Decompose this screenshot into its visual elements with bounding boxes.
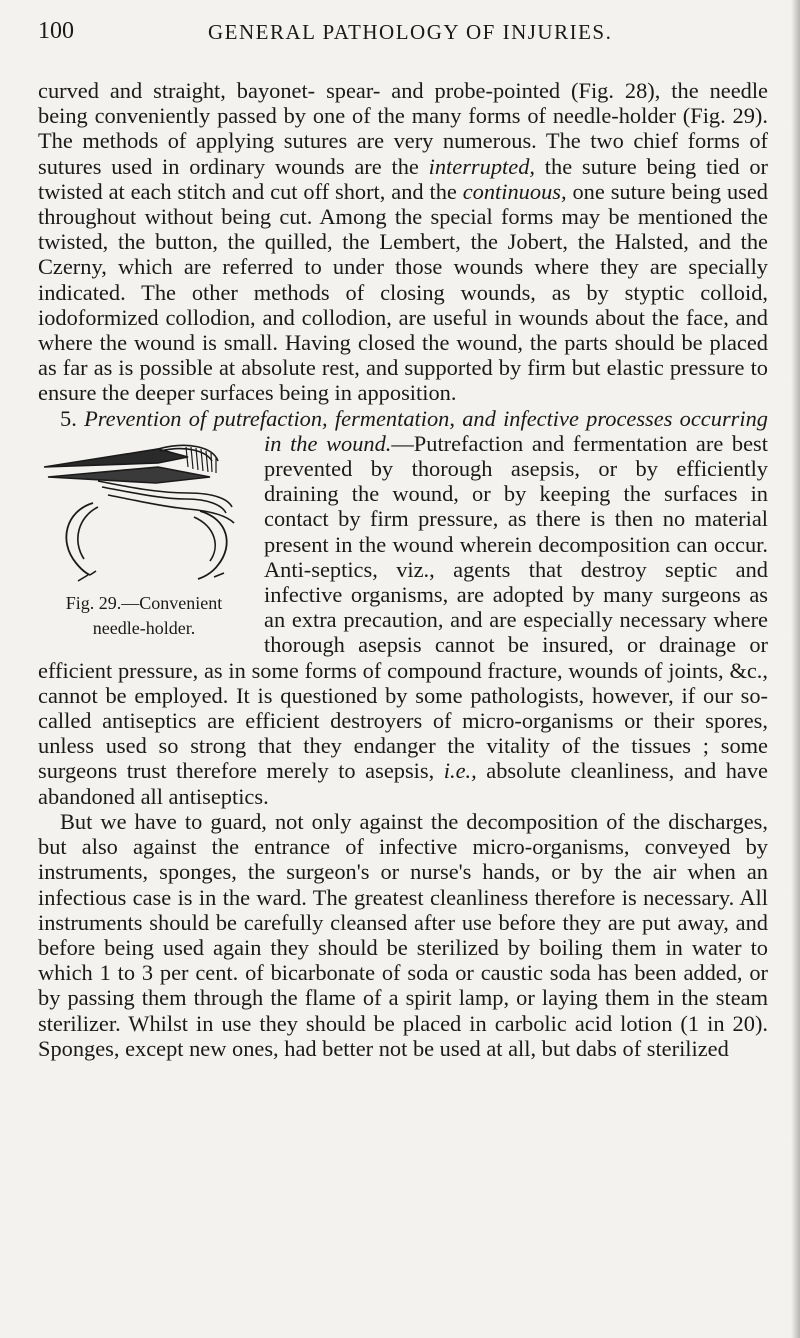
emphasis-interrupted: interrupted, xyxy=(428,153,535,179)
paragraph-sutures xyxy=(38,78,768,406)
figure-needle-holder xyxy=(38,437,250,639)
emphasis-continuous: continuous, xyxy=(462,178,567,204)
text-run: curved and straight, bayonet- spear- and probe-pointed (Fig. 28), the needle being conveniently passed by one of the many forms of needle-holder (Fig. 29). The methods of applying sutures are very numerous. The two chief forms of sutures used in ordinary wounds are the xyxy=(38,78,768,179)
section-heading: Prevention of putrefaction, fermentation, and infective processes occurring in the wound. xyxy=(84,405,768,456)
paragraph-prevention xyxy=(38,406,768,809)
needle-holder-illustration xyxy=(38,437,250,589)
page-number: 100 xyxy=(38,18,74,44)
body-text xyxy=(38,78,768,1061)
caption-line: Fig. 29.—Convenient xyxy=(65,592,223,613)
page-edge-shadow xyxy=(791,0,800,1338)
running-head: GENERAL PATHOLOGY OF INJURIES. xyxy=(208,20,613,44)
text-run: the suture being tied or twisted at each stitch and cut off short, and the xyxy=(38,153,768,204)
text-run: absolute cleanliness, and have abandoned all antiseptics. xyxy=(38,758,768,809)
text-run: But we have to guard, not only against the decomposition of the discharges, but also against the entrance of infective micro-organisms, conveyed by instruments, sponges, the surgeon's or nurse's hands, or by the air when an infectious case is in the ward. The greatest cleanliness therefore is necessary. All instruments should be carefully cleansed after use before they are put away, and before being used again they should be sterilized by boiling them in water to which 1 to 3 per cent. of bicarbonate of soda or caustic soda has been added, or by passing them through the flame of a spirit lamp, or laying them in the steam sterilizer. Whilst in use they should be placed in carbolic acid lotion (1 in 20). Sponges, except new ones, had better not be used at all, but dabs of sterilized xyxy=(38,808,768,1061)
caption-line: needle-holder. xyxy=(92,618,196,639)
page-header xyxy=(38,18,758,52)
text-run: —Putrefaction and fermentation are best prevented by thorough asepsis, or by efficiently draining the wound, or by keeping the surfaces in contact by firm pressure, as there is then no material present in the wound wherein decomposition can occur. Anti-septics, viz., agents that destroy septic and infective organisms, are adopted by many surgeons as an extra precaution, and are especially necessary where thorough asepsis cannot be insured, or drainage or efficient pressure, as in some forms of compound fracture, wounds of joints, &c., cannot be employed. It is questioned by some pathologists, however, if our so-called antiseptics are efficient destroyers of micro-organisms or their spores, unless used so strong that they endanger the vitality of the tissues ; some surgeons trust therefore merely to asepsis, xyxy=(38,430,768,784)
section-number: 5. xyxy=(60,405,77,431)
figure-caption xyxy=(66,593,223,638)
text-run: one suture being used throughout without being cut. Among the special forms may be mentioned the twisted, the button, the quilled, the Lembert, the Jobert, the Halsted, and the Czerny, which are referred to under those wounds where they are specially indicated. The other methods of closing wounds, as by styptic colloid, iodoformized collodion, and collodion, are useful in wounds about the face, and where the wound is small. Having closed the wound, the parts should be placed as far as is possible at absolute rest, and supported by firm but elastic pressure to ensure the deeper surfaces being in apposition. xyxy=(38,178,768,406)
paragraph-cleanliness xyxy=(38,809,768,1061)
emphasis-ie: i.e., xyxy=(443,758,477,784)
